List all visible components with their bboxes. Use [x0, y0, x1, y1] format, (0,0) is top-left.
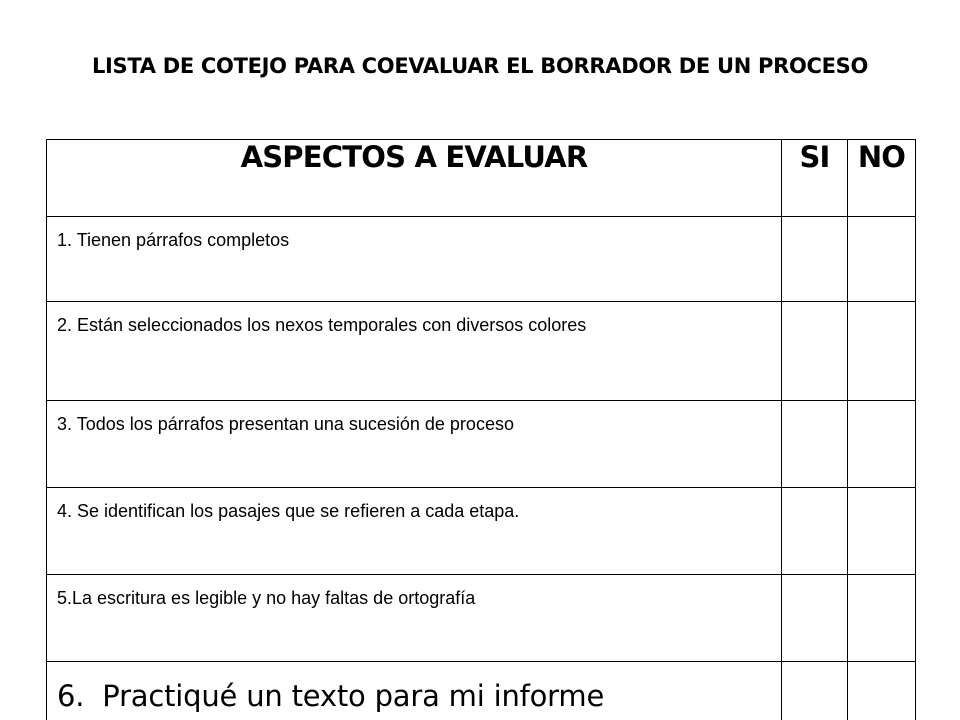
no-checkbox-cell[interactable] — [848, 575, 916, 662]
table-row — [47, 217, 916, 302]
table-row — [47, 302, 916, 401]
yes-checkbox-cell[interactable] — [782, 575, 848, 662]
header-no: NO — [848, 140, 916, 217]
table-row — [47, 575, 916, 662]
header-yes: SI — [782, 140, 848, 217]
aspect-cell: 1. Tienen párrafos completos — [47, 217, 782, 302]
aspect-cell: 2. Están seleccionados los nexos temporales con diversos colores — [47, 302, 782, 401]
header-aspects: ASPECTOS A EVALUAR — [47, 140, 782, 217]
table-row — [47, 401, 916, 488]
yes-checkbox-cell[interactable] — [782, 488, 848, 575]
no-checkbox-cell[interactable] — [848, 662, 916, 720]
aspect-cell: 4. Se identifican los pasajes que se refieren a cada etapa. — [47, 488, 782, 575]
yes-checkbox-cell[interactable] — [782, 662, 848, 720]
no-checkbox-cell[interactable] — [848, 217, 916, 302]
aspect-cell: 6. Practiqué un texto para mi informe — [47, 662, 782, 720]
table-row — [47, 662, 916, 720]
yes-checkbox-cell[interactable] — [782, 401, 848, 488]
checklist-table — [46, 139, 916, 720]
table-header-row — [47, 140, 916, 217]
table-row — [47, 488, 916, 575]
no-checkbox-cell[interactable] — [848, 401, 916, 488]
no-checkbox-cell[interactable] — [848, 488, 916, 575]
aspect-cell: 3. Todos los párrafos presentan una sucesión de proceso — [47, 401, 782, 488]
yes-checkbox-cell[interactable] — [782, 302, 848, 401]
no-checkbox-cell[interactable] — [848, 302, 916, 401]
aspect-cell: 5.La escritura es legible y no hay faltas de ortografía — [47, 575, 782, 662]
yes-checkbox-cell[interactable] — [782, 217, 848, 302]
page-title: LISTA DE COTEJO PARA COEVALUAR EL BORRADOR DE UN PROCESO — [91, 54, 869, 78]
